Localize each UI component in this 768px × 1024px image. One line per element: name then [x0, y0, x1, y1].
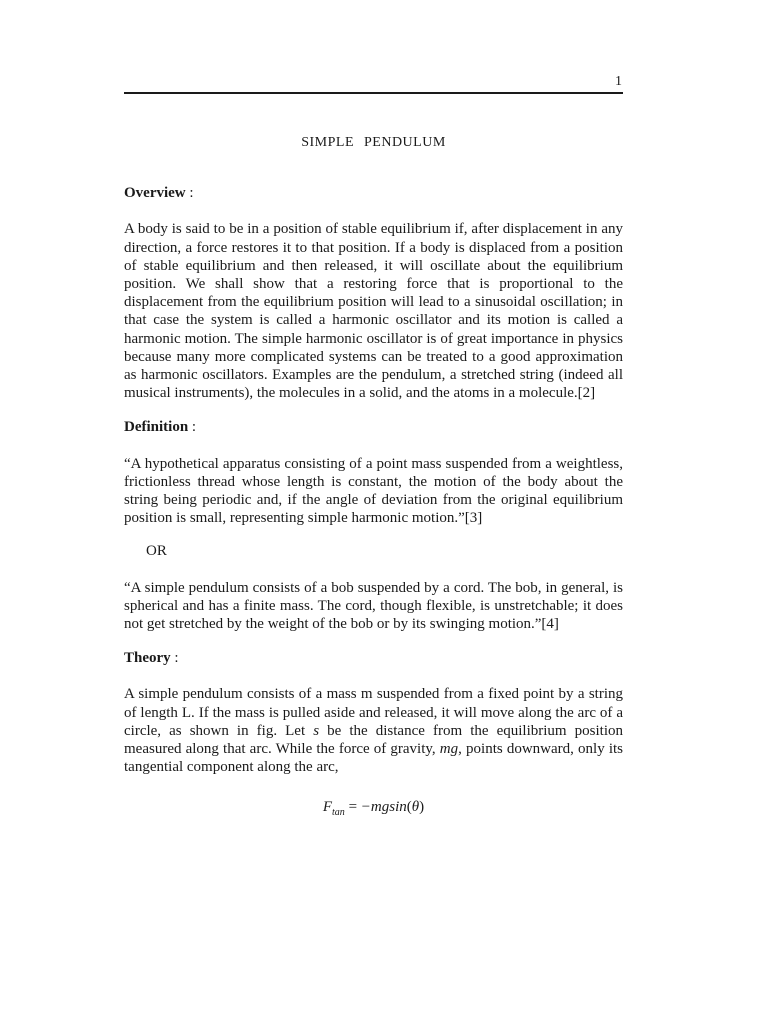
definition-quote-1: “A hypothetical apparatus consisting of a point mass suspended from a weightless, frictionless thread whose length is constant, the motion of the body about the string being periodic and, if the angle of deviation from the original equilibrium position is small, representing simple harmonic motion.”[3]: [124, 455, 623, 527]
definition-or: OR: [146, 543, 167, 560]
formula-equals: =: [348, 799, 358, 816]
document-title: SIMPLE PENDULUM: [301, 135, 446, 150]
theory-paragraph: [124, 685, 623, 776]
formula-rhs: −mgsin: [360, 799, 407, 816]
theory-heading-label: Theory: [124, 650, 171, 667]
theory-heading-colon: :: [174, 650, 179, 667]
theory-text-3: , points downward, only its tangential component along the arc,: [124, 741, 623, 776]
definition-heading-colon: :: [191, 419, 197, 436]
formula-open-paren: (: [406, 799, 412, 816]
formula-subscript: tan: [332, 807, 345, 819]
definition-quote-2: “A simple pendulum consists of a bob suspended by a cord. The bob, in general, is spherical and has a finite mass. The cord, though flexible, is unstretchable; it does not get stretched by the weight of the bob or by its swinging motion.”[4]: [124, 579, 623, 633]
overview-heading-label: Overview: [124, 185, 186, 202]
formula-lhs: F: [322, 799, 333, 816]
definition-heading-label: Definition: [124, 419, 189, 436]
theory-text-1: A simple pendulum consists of a mass m suspended from a fixed point by a string of length L. If the mass is pulled aside and released, it will move along the arc of a circle, as shown in fig. Let: [124, 686, 623, 739]
theory-heading: [124, 649, 623, 667]
tangential-force-formula: [124, 798, 623, 822]
theory-text-2: be the distance from the equilibrium position measured along that arc. While the force of gravity,: [124, 722, 623, 758]
page-number: 1: [615, 74, 622, 89]
page-content: [124, 130, 623, 823]
overview-heading: [124, 184, 623, 202]
overview-heading-colon: :: [189, 185, 194, 202]
definition-heading: [124, 418, 623, 436]
formula-theta: θ: [411, 799, 420, 816]
theory-var-mg: mg: [439, 741, 459, 758]
overview-paragraph: A body is said to be in a position of stable equilibrium if, after displacement in any direction, a force restores it to that position. If a body is displaced from a position of stable equilibrium and then released, it will oscillate about the equilibrium position. We shall show that a restoring force that is proportional to the displacement from the equilibrium position will lead to a sinusoidal oscillation; in that case the system is called a harmonic oscillator and its motion is called a harmonic motion. The simple harmonic oscillator is of great importance in physics because many more complicated systems can be treated to a good approximation as harmonic oscillators. Examples are the pendulum, a stretched string (indeed all musical instruments), the molecules in a solid, and the atoms in a molecule.[2]: [124, 221, 623, 402]
formula-close-paren: ): [419, 799, 425, 816]
header-rule: [124, 92, 623, 94]
theory-var-s: s: [313, 722, 320, 739]
